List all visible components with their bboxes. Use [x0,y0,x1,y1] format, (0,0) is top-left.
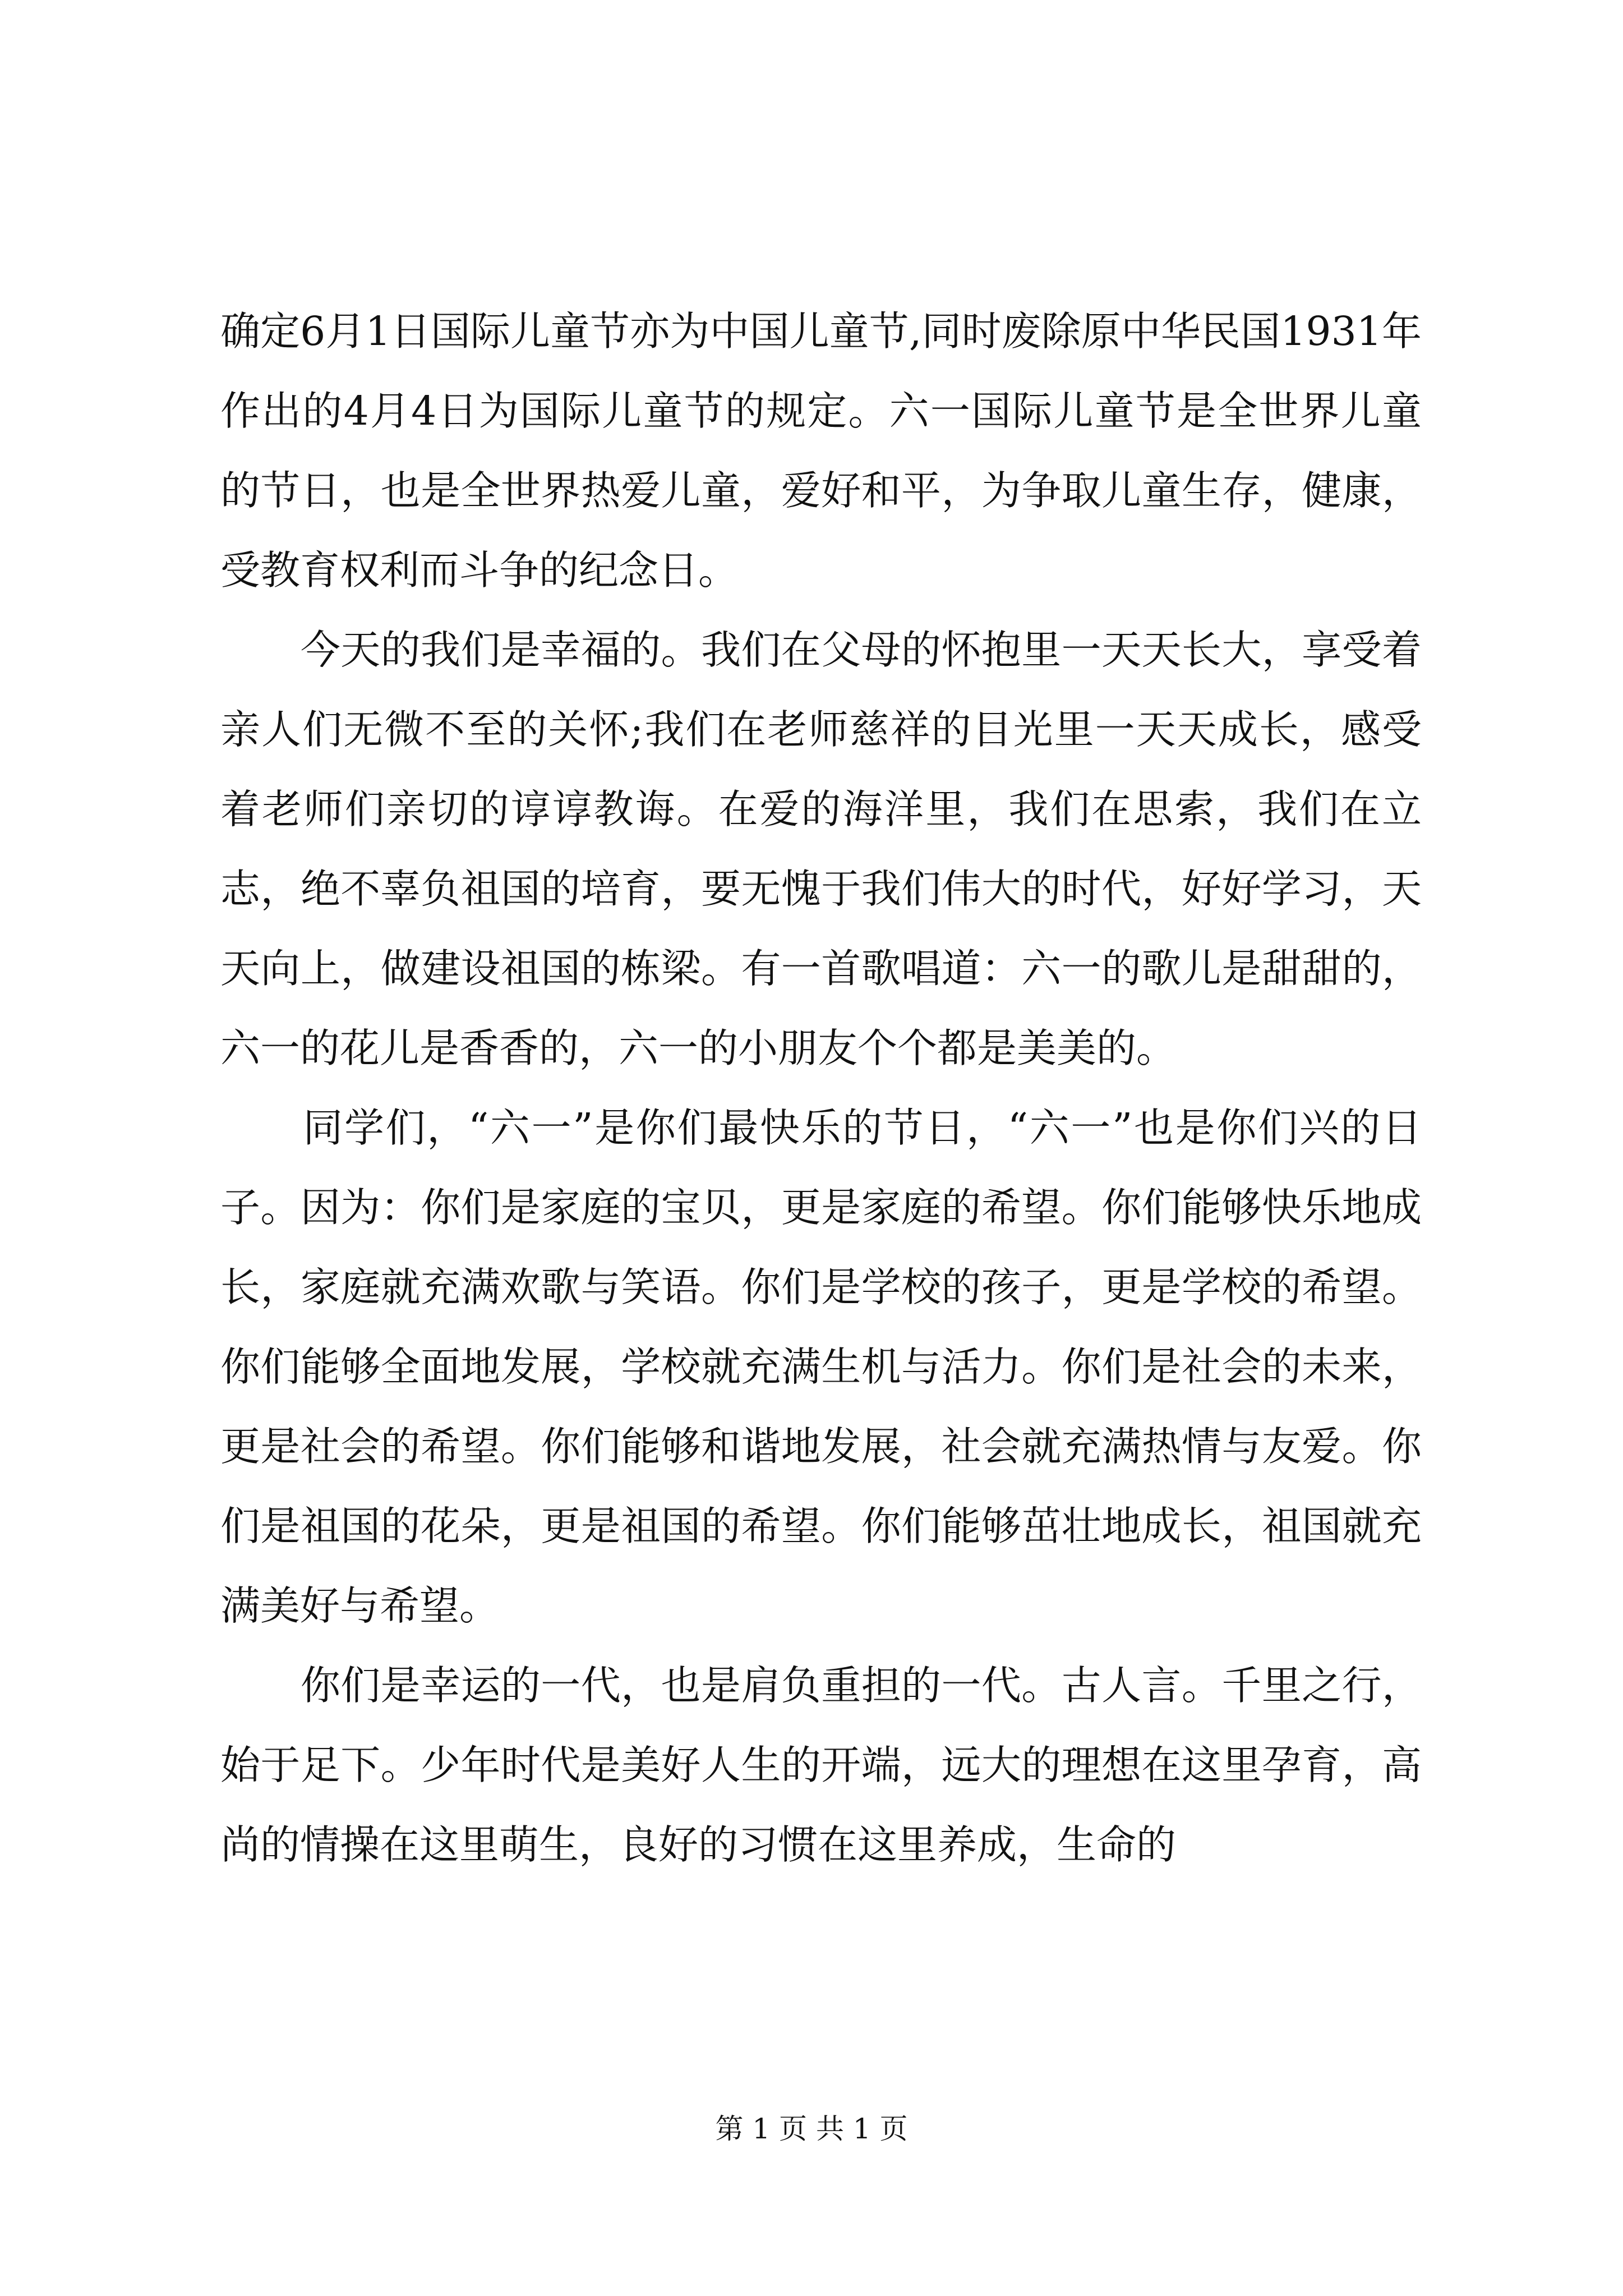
page-footer: 第 1 页 共 1 页 [715,2113,908,2145]
paragraph-3: 同学们，“六一”是你们最快乐的节日，“六一”也是你们兴的日子。因为：你们是家庭的宝贝，更是家庭的希望。你们能够快乐地成长，家庭就充满欢歌与笑语。你们是学校的孩子，更是学校的希望。你们能够全面地发展，学校就充满生机与活力。你们是社会的未来，更是社会的希望。你们能够和谐地发展，社会就充满热情与友爱。你们是祖国的花朵，更是祖国的希望。你们能够茁壮地成长，祖国就充满美好与希望。 [220,1105,1422,1629]
document-body [220,292,1422,1885]
paragraph-4: 你们是幸运的一代，也是肩负重担的一代。古人言。千里之行，始于足下。少年时代是美好人生的开端，远大的理想在这里孕育，高尚的情操在这里萌生，良好的习惯在这里养成，生命的 [220,1662,1422,1868]
paragraph-2: 今天的我们是幸福的。我们在父母的怀抱里一天天长大，享受着亲人们无微不至的关怀;我们在老师慈祥的目光里一天天成长，感受着老师们亲切的谆谆教诲。在爱的海洋里，我们在思索，我们在立志，绝不辜负祖国的培育，要无愧于我们伟大的时代，好好学习，天天向上，做建设祖国的栋梁。有一首歌唱道：六一的歌儿是甜甜的，六一的花儿是香香的，六一的小朋友个个都是美美的。 [220,627,1422,1071]
paragraph-1: 确定6月1日国际儿童节亦为中国儿童节,同时废除原中华民国1931年作出的4月4日为国际儿童节的规定。六一国际儿童节是全世界儿童的节日，也是全世界热爱儿童，爱好和平，为争取儿童生存，健康，受教育权利而斗争的纪念日。 [220,308,1422,593]
